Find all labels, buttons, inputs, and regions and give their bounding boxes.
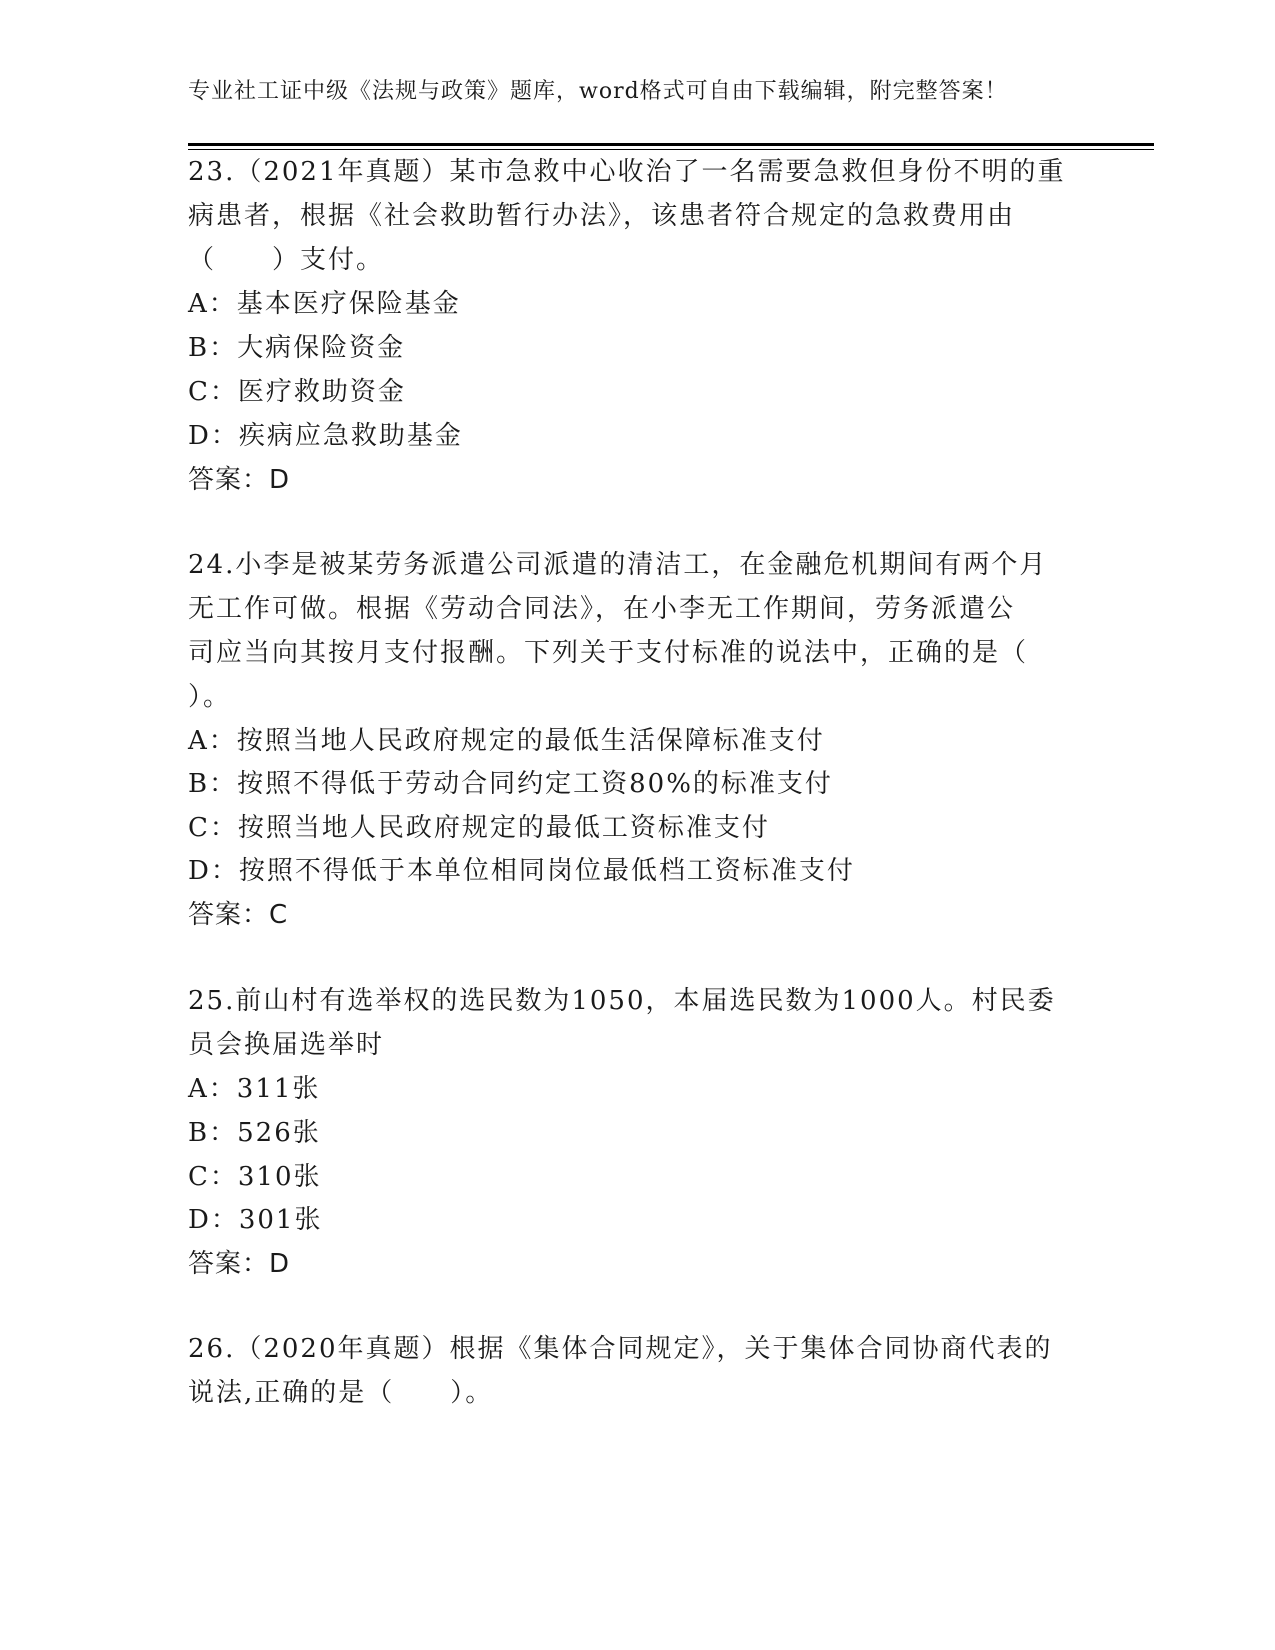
question-stem-line: 26.（2020年真题）根据《集体合同规定》，关于集体合同协商代表的	[188, 1334, 1053, 1364]
option-b: B：按照不得低于劳动合同约定工资80%的标准支付	[188, 769, 833, 799]
option-d: D：按照不得低于本单位相同岗位最低档工资标准支付	[188, 856, 855, 886]
header-rule-thick	[188, 143, 1154, 146]
answer: 答案：D	[188, 465, 291, 495]
question-stem-line: 无工作可做。根据《劳动合同法》，在小李无工作期间，劳务派遣公	[188, 594, 1016, 624]
header-rule-thin	[188, 149, 1154, 150]
option-d: D：301张	[188, 1205, 323, 1235]
question-stem-line: 23.（2021年真题）某市急救中心收治了一名需要急救但身份不明的重	[188, 157, 1066, 187]
option-a: A：按照当地人民政府规定的最低生活保障标准支付	[188, 726, 825, 756]
answer: 答案：C	[188, 900, 289, 930]
option-b: B：526张	[188, 1118, 321, 1148]
option-a: A：311张	[188, 1074, 321, 1104]
option-b: B：大病保险资金	[188, 333, 406, 363]
answer: 答案：D	[188, 1249, 291, 1279]
question-stem-line: 员会换届选举时	[188, 1030, 385, 1060]
option-a: A：基本医疗保险基金	[188, 289, 461, 319]
option-d: D：疾病应急救助基金	[188, 421, 463, 451]
question-stem-line: 24.小李是被某劳务派遣公司派遣的清洁工，在金融危机期间有两个月	[188, 550, 1048, 580]
question-stem-line: ）。	[188, 682, 232, 712]
option-c: C：按照当地人民政府规定的最低工资标准支付	[188, 813, 770, 843]
option-c: C：310张	[188, 1162, 322, 1192]
question-stem-line: 病患者，根据《社会救助暂行办法》，该患者符合规定的急救费用由	[188, 201, 1016, 231]
question-stem-line: 司应当向其按月支付报酬。下列关于支付标准的说法中，正确的是（	[188, 638, 1029, 668]
question-stem-line: （ ）支付。	[188, 245, 385, 275]
question-stem-line: 说法,正确的是（ ）。	[188, 1378, 494, 1408]
option-c: C：医疗救助资金	[188, 377, 406, 407]
question-stem-line: 25.前山村有选举权的选民数为1050，本届选民数为1000人。村民委	[188, 986, 1056, 1016]
page-header: 专业社工证中级《法规与政策》题库，word格式可自由下载编辑，附完整答案！	[188, 79, 1008, 104]
